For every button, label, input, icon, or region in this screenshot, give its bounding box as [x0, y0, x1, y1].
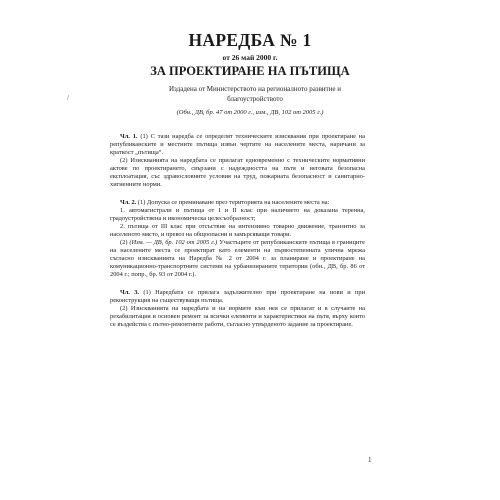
article-3-paragraph-2: (2) Изискванията на наредбата и на нормите към нея се прилагат и в случаите на рехабилитация и основен ремонт за всички елементи и характеристики на пътя, върху които се въздейства с пътно-ремонтните работи, съгласно утвърденото задание за проектиране.: [110, 305, 365, 328]
article-2-par2-text: Участъците от републиканските пътища в границите на населените места се проектират като елементи на първостепенната улична мрежа съгласно изискванията на Наредба № 2 от 2004 г. за планиране и проектиране на комуникационно-транспортните системи на урбанизираните територии (обн., ДВ, бр. 86 от 2004 г.; попр., бр. 93 от 2004 г.).: [110, 239, 365, 278]
page-number: 1: [368, 456, 372, 464]
article-3-text-1: (1) Наредбата се прилага задължително при проектиране на нови и при реконструкция на съществуващи пътища.: [110, 289, 365, 304]
ordinance-title: НАРЕДБА № 1: [188, 30, 312, 50]
article-2-paragraph-1: [110, 199, 365, 207]
article-2-paragraph-2: [110, 239, 365, 279]
article-2-label: Чл. 2.: [120, 199, 137, 206]
ordinance-subtitle: ЗА ПРОЕКТИРАНЕ НА ПЪТИЩА: [150, 64, 350, 78]
amendment-note: (Изм. — ДВ, бр. 102 от 2005 г.): [129, 239, 218, 246]
publication-info: (Обн., ДВ, бр. 47 от 2000 г., изм., ДВ, 102 от 2005 г.): [176, 109, 324, 116]
issuer-line: Издадена от Министерството на регионалното развитие и благоустройството: [168, 85, 342, 103]
article-1-paragraph-1: [110, 133, 365, 157]
article-3-label: Чл. 3.: [120, 289, 139, 296]
article-1-text-1: (1) С тази наредба се определят техническите изисквания при проектиране на републиканските и местните пътища извън чертите на населените места, наричани за краткост „пътища“.: [110, 133, 365, 156]
article-2-par2-number: (2): [120, 239, 128, 246]
document-body: [110, 133, 365, 329]
article-1-label: Чл. 1.: [120, 133, 138, 140]
margin-mark: /: [67, 94, 69, 102]
article-3-paragraph-1: [110, 289, 365, 305]
article-2-text-1: (1) Допуска се преминаване през територията на населените места на:: [137, 199, 330, 206]
ordinance-date: от 26 май 2000 г.: [222, 53, 278, 62]
article-2-item-2: 2. пътища от III клас при отсъствие на интензивно товарно движение, транзитно за населеното място, и превоз на общоопасни и замърсяващи товари.: [110, 223, 365, 238]
article-1-paragraph-2: (2) Изискванията на наредбата се прилагат едновременно с техническите нормативни актове по проектирането, свързани с надеждността на пътя и неговата безопасна експлоатация, със здравословните условия на труд, пожарната безопасност и санитарно-хигиенните норми.: [110, 157, 365, 188]
article-2-item-1: 1. автомагистрали и пътища от I и II клас при наличието на доказана теренна, градоустройствена и икономическа целесъобразност;: [110, 207, 365, 222]
